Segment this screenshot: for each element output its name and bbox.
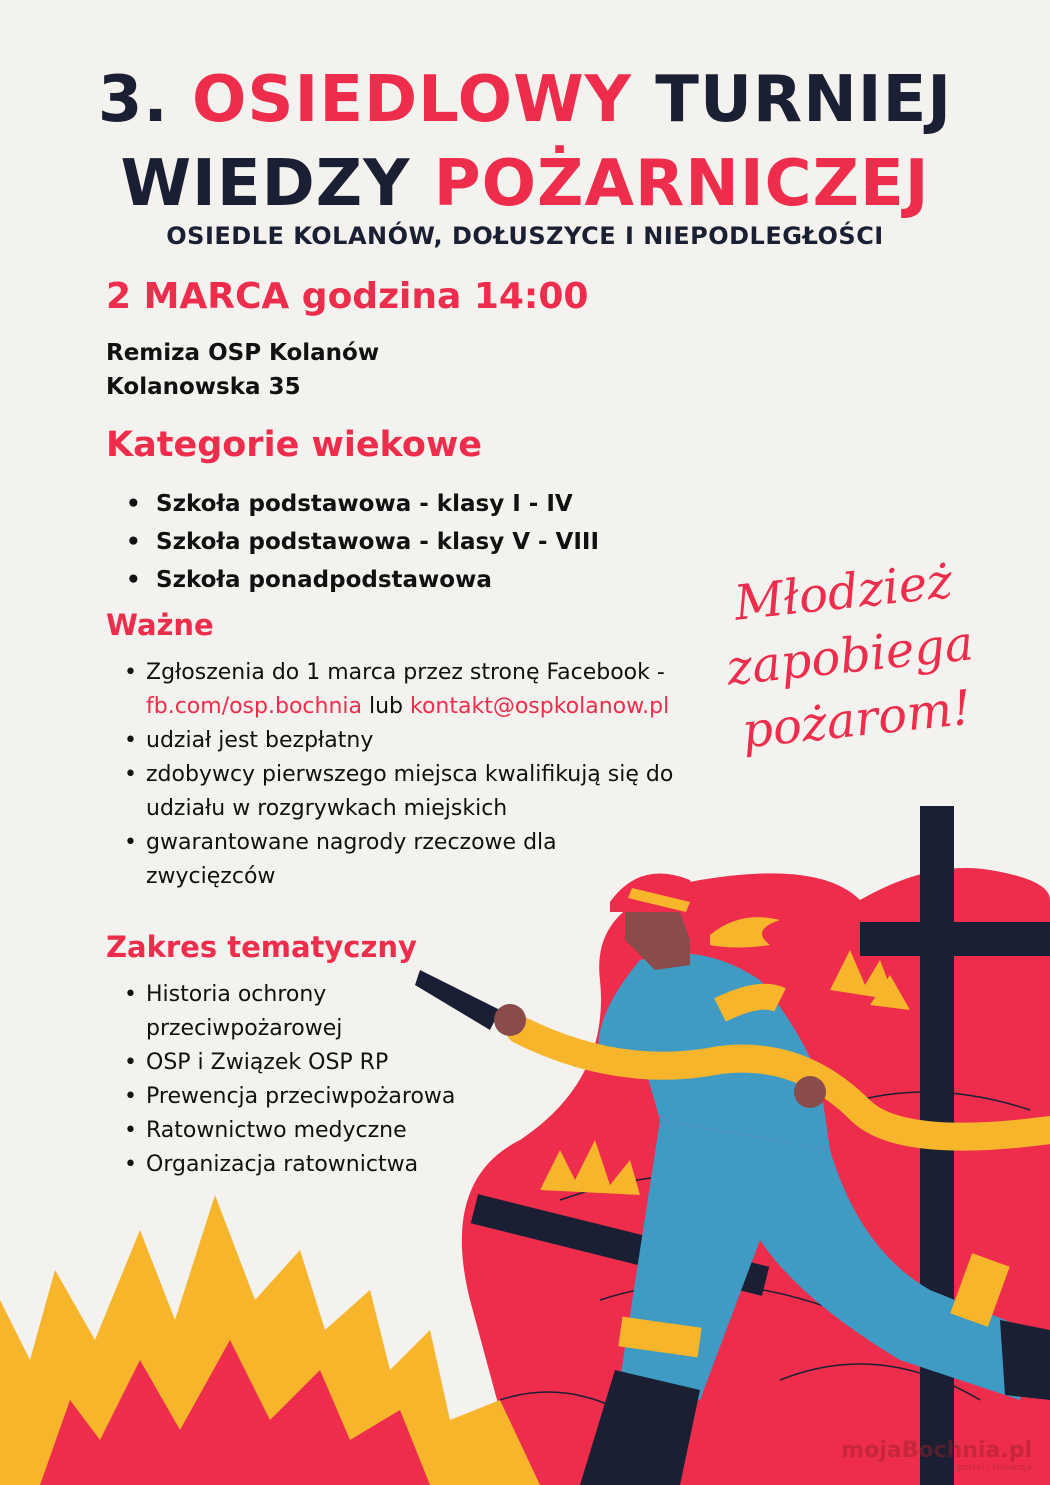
boot-2 [1000, 1320, 1050, 1400]
title-number: 3. [97, 63, 169, 137]
pole-crossbar [860, 922, 1050, 956]
list-item: • Historia ochrony przeciwpożarowej [120, 978, 376, 1046]
registration-text: Zgłoszenia do 1 marca przez stronę Facebook - [146, 660, 665, 685]
slogan-line-3: pożarom! [739, 679, 975, 760]
list-item: • gwarantowane nagrody rzeczowe dla zwycięzców [120, 826, 576, 894]
topics-list [120, 978, 520, 1182]
list-item: • Szkoła ponadpodstawowa [126, 561, 599, 599]
list-item: • OSP i Związek OSP RP [120, 1046, 520, 1080]
address-line-1: Remiza OSP Kolanów [106, 340, 380, 366]
watermark-logo [841, 1438, 1032, 1473]
slogan-line-1: Młodzież [731, 553, 955, 632]
important-heading: Ważne [106, 608, 214, 642]
hose-2 [720, 997, 780, 1010]
list-item: • udział jest bezpłatny [120, 724, 680, 758]
list-item: • Organizacja ratownictwa [120, 1148, 520, 1182]
slogan-line-2: zapobiega [724, 615, 976, 697]
hand-2 [794, 1076, 826, 1108]
watermark-tagline: portal i telewizja [957, 1463, 1032, 1473]
address-line-2: Kolanowska 35 [106, 374, 301, 400]
email-link[interactable]: kontakt@ospkolanow.pl [410, 694, 670, 719]
list-item: • Ratownictwo medyczne [120, 1114, 520, 1148]
subtitle: OSIEDLE KOLANÓW, DOŁUSZYCE I NIEPODLEGŁOŚCI [166, 222, 884, 250]
title-word-osiedlowy: OSIEDLOWY [192, 63, 633, 137]
list-item: • Szkoła podstawowa - klasy I - IV [126, 485, 599, 523]
categories-heading: Kategorie wiekowe [106, 425, 483, 465]
title-word-wiedzy: WIEDZY [120, 147, 411, 221]
watermark-brand: mojaBochnia.pl [841, 1438, 1032, 1463]
list-item: • Prewencja przeciwpożarowa [120, 1080, 520, 1114]
title-word-pozarniczej: POŻARNICZEJ [433, 147, 930, 221]
title-word-turniej: TURNIEJ [655, 63, 953, 137]
event-date: 2 MARCA godzina 14:00 [106, 276, 589, 317]
registration-or: lub [361, 694, 410, 719]
list-item: • Szkoła podstawowa - klasy V - VIII [126, 523, 599, 561]
facebook-link[interactable]: fb.com/osp.bochnia [146, 694, 362, 719]
slogan [681, 544, 1019, 768]
list-item: • zdobywcy pierwszego miejsca kwalifikują się do udziału w rozgrywkach miejskich [120, 758, 680, 826]
topics-heading: Zakres tematyczny [106, 930, 417, 964]
